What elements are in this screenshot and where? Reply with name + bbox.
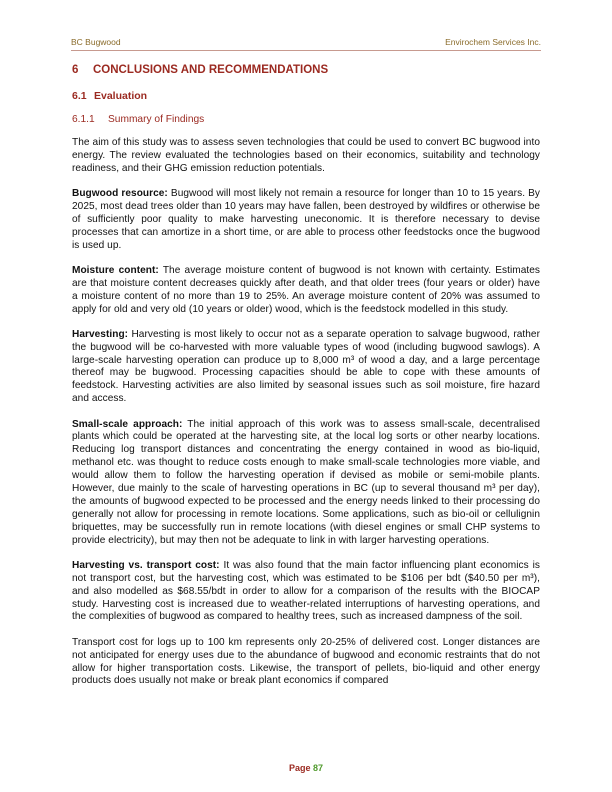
subsubsection-number: 6.1.1 [72, 114, 95, 125]
page-number: 87 [313, 763, 324, 773]
paragraph-harvesting-vs-transport: Harvesting vs. transport cost: It was also found that the main factor influencing plant economics is not transport cost, but the harvesting cost, which was estimated to be $106 per bdt ($40.50 per m³), and also modelled as $68.55/bdt in order to allow for a comparison of the results with the BIOCAP study. Harvesting cost is increased due to weather-related interruptions of harvesting operations, and the complexities of bugwood as compared to healthy trees, such as increased dampness of the soil. [72, 559, 540, 623]
paragraph-moisture-content: Moisture content: The average moisture content of bugwood is not known with certainty. Estimates are that moisture content decreases quickly after death, and that older trees (four years or older) have a moisture content of no more than 19 to 25%. An average moisture content of 20% was assumed to apply for old and very old (10 years or older) wood, which is the feedstock modelled in this study. [72, 264, 540, 315]
subsubsection-heading [72, 114, 540, 125]
paragraph-lead: Moisture content: [72, 264, 159, 276]
header-left-title: BC Bugwood [71, 37, 121, 47]
subsection-number: 6.1 [72, 90, 87, 102]
paragraph-small-scale: Small-scale approach: The initial approach of this work was to assess small-scale, decentralised plants which could be operated at the harvesting site, at the local log sorts or other nearby locations. Reducing log transport distances and concentrating the energy contained in wood as bio-liquid, methanol etc. was thought to reduce costs enough to make small-scale technologies more viable, and would allow them to follow the harvesting operation if devised as mobile or semi-mobile plants. However, due mainly to the scale of harvesting operations in BC (up to several thousand m³ per day), the amounts of bugwood expected to be processed and the energy needs linked to their processing do generally not allow for processing in remote locations. Some applications, such as bio-oil or cellulignin briquettes, may be successfully run in remote locations (with diesel engines or small CHP systems to provide electricity), but may then not be adequate to link in with larger harvesting operations. [72, 418, 540, 546]
page-header [71, 37, 541, 51]
subsubsection-title: Summary of Findings [108, 114, 205, 125]
page-label: Page [288, 763, 311, 773]
paragraph-lead: Harvesting vs. transport cost: [72, 559, 220, 571]
subsection-heading [72, 90, 540, 102]
paragraph-lead: Bugwood resource: [72, 188, 168, 200]
paragraph-transport-cost: Transport cost for logs up to 100 km represents only 20-25% of delivered cost. Longer distances are not anticipated for energy uses due to the abundance of bugwood and economic restraints that do not allow for higher transportation costs. Likewise, the transport of pellets, bio-liquid and other energy products does usually not make or break plant economics if compared [72, 636, 540, 687]
header-right-company: Envirochem Services Inc. [445, 37, 541, 47]
paragraph-lead: Harvesting: [72, 328, 129, 340]
paragraph-lead: Small-scale approach: [72, 418, 183, 430]
section-number: 6 [72, 64, 79, 76]
section-heading [72, 64, 540, 76]
paragraph-harvesting: Harvesting: Harvesting is most likely to occur not as a separate operation to salvage bugwood, rather the bugwood will be co-harvested with more valuable types of wood (including bugwood sawlogs). A large-scale harvesting operation can produce up to 8,000 m³ of wood a day, and a large percentage thereof may be bugwood. Processing capacities should be able to cope with these amounts of feedstock. Harvesting activities are also limited by seasonal issues such as soil moisture, fire hazard and access. [72, 328, 540, 405]
page-footer [0, 763, 612, 773]
paragraph-aim: The aim of this study was to assess seven technologies that could be used to convert BC bugwood into energy. The review evaluated the technologies based on their economics, suitability and technology readiness, and their GHG emission reduction potentials. [72, 137, 540, 174]
subsection-title: Evaluation [94, 90, 148, 102]
page-content [72, 64, 540, 701]
paragraph-bugwood-resource: Bugwood resource: Bugwood will most likely not remain a resource for longer than 10 to 15 years. By 2025, most dead trees older than 10 years may have fallen, been destroyed by wildfires or otherwise be of sufficiently poor quality to make harvesting uneconomic. It is therefore necessary to devise processes that can amortize in a short time, or are able to process other feedstocks once the bugwood is used up. [72, 188, 540, 251]
section-title: CONCLUSIONS AND RECOMMENDATIONS [93, 64, 329, 76]
